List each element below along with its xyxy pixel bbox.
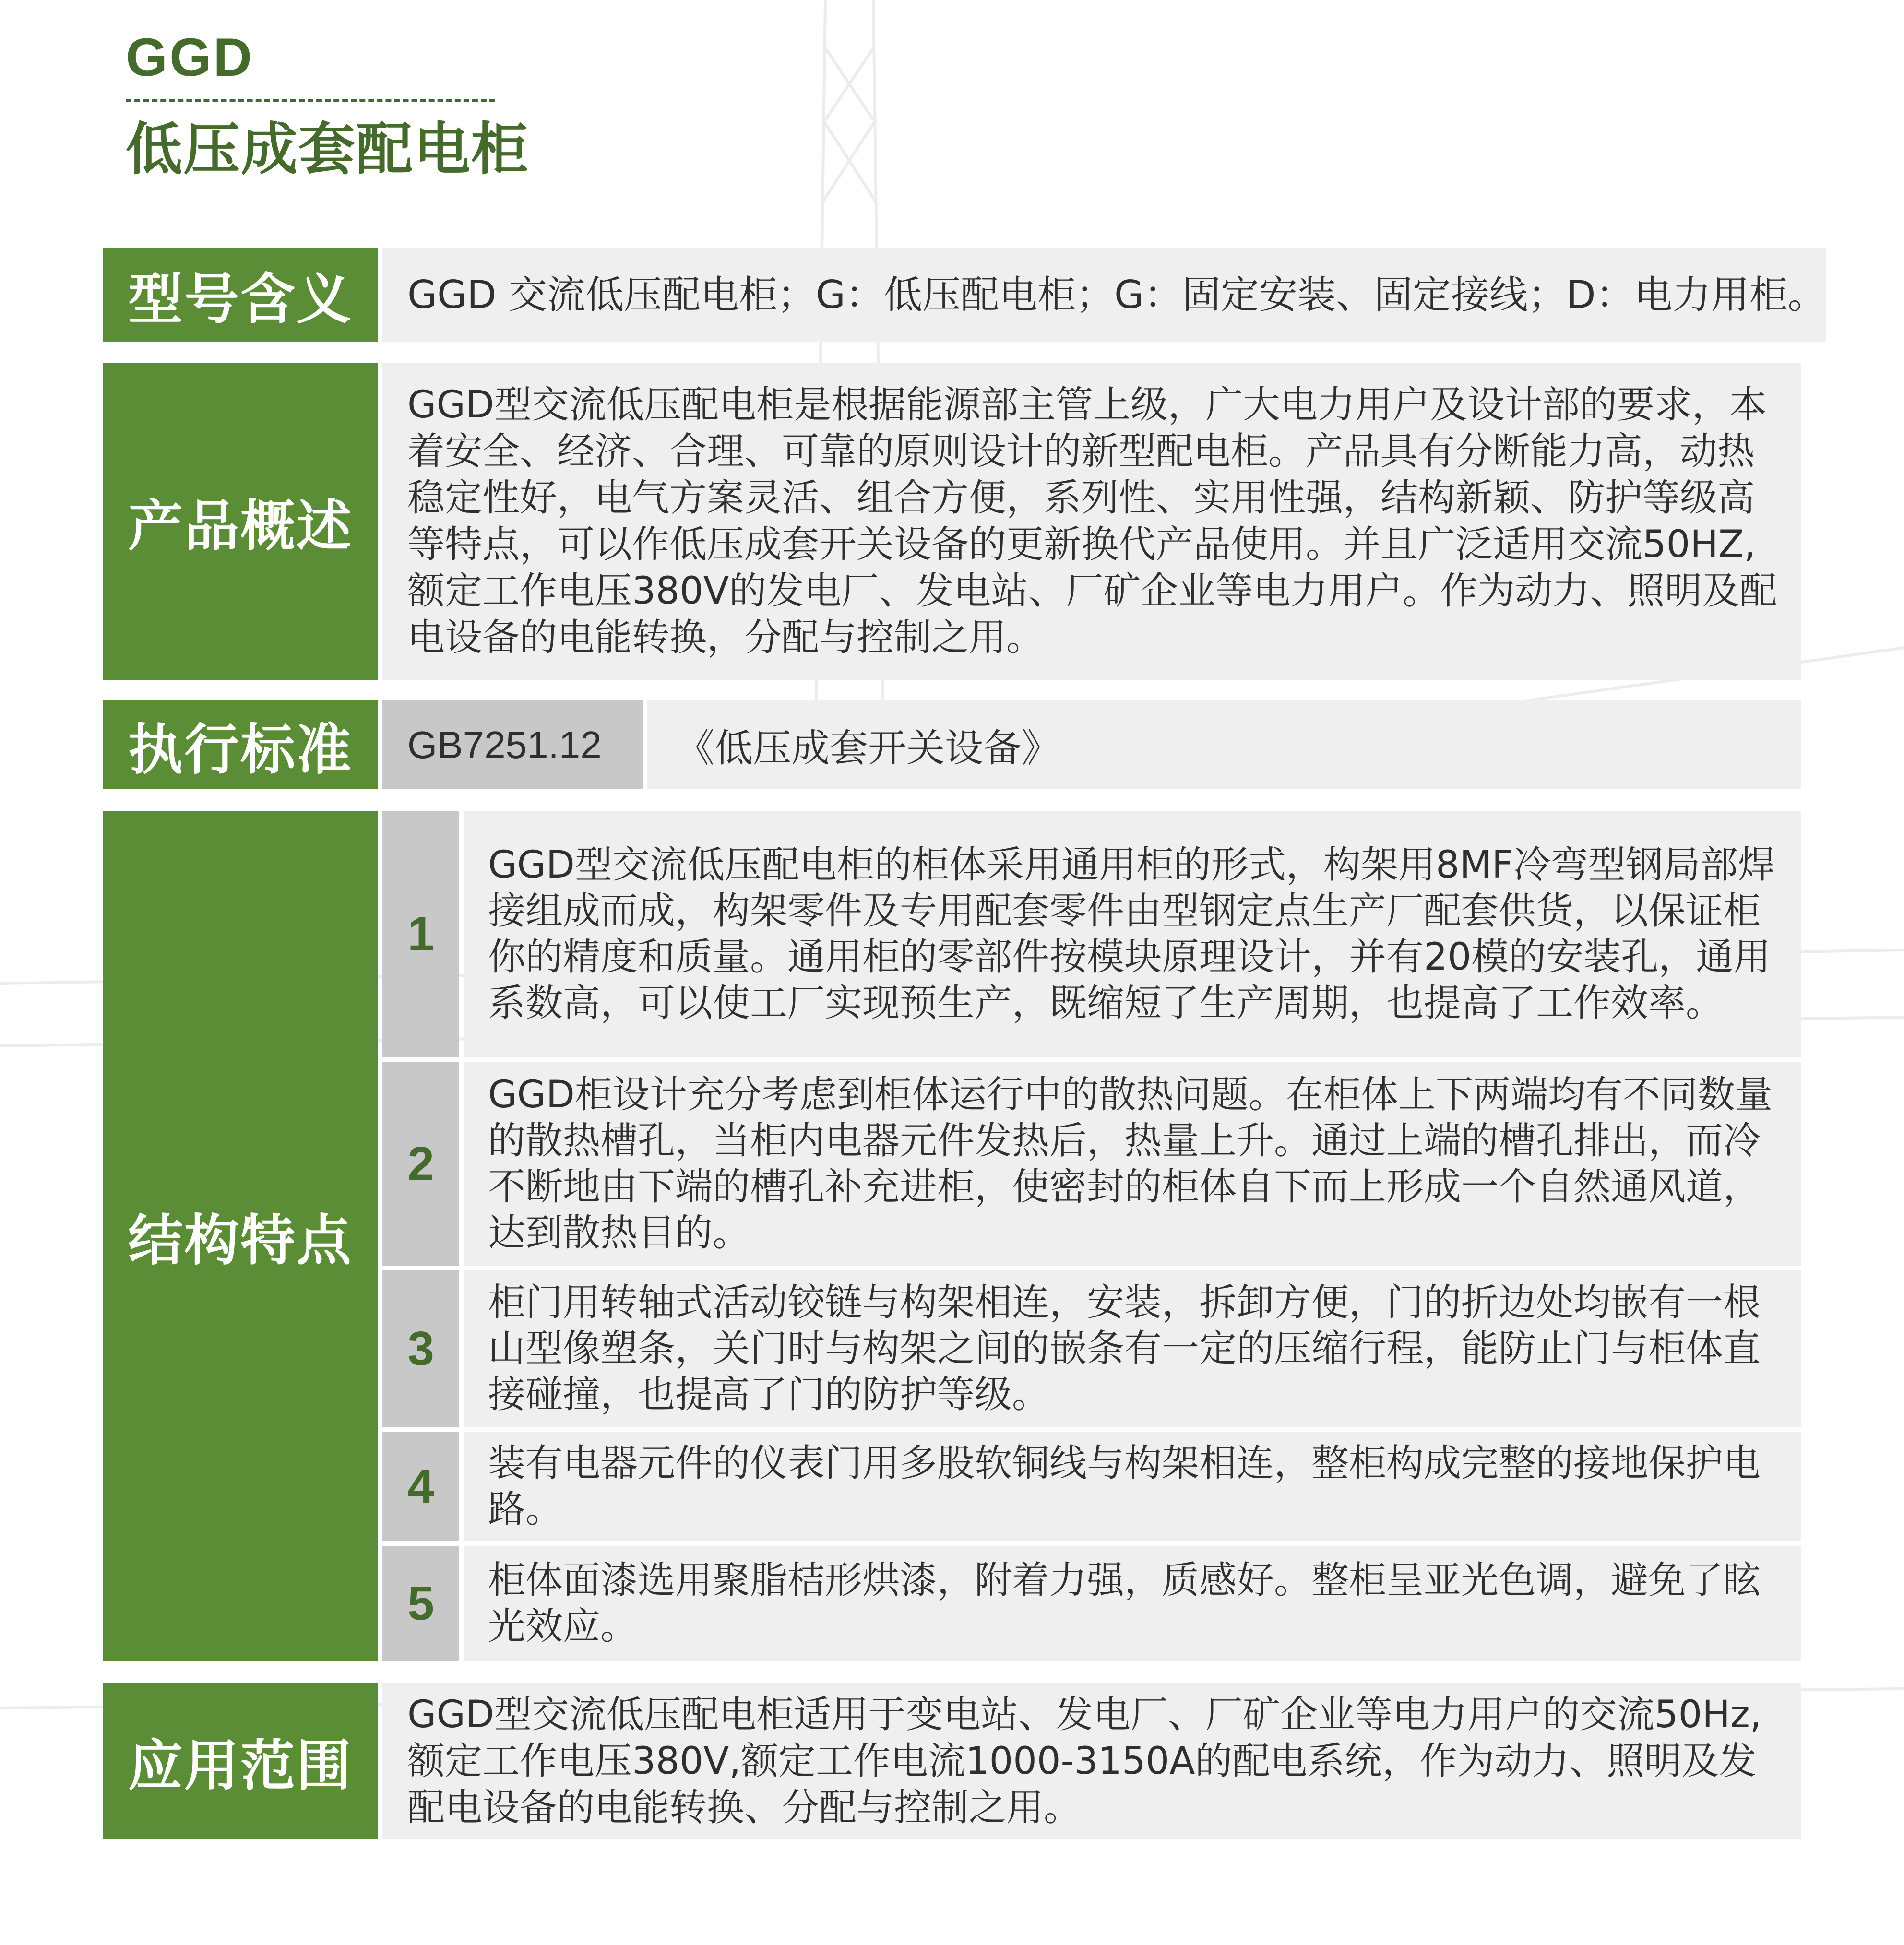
standard-row bbox=[103, 700, 1801, 789]
structure-item bbox=[382, 1546, 1801, 1661]
item-text: GGD柜设计充分考虑到柜体运行中的散热问题。在柜体上下两端均有不同数量的散热槽孔，当柜内电器元件发热后，热量上升。通过上端的槽孔排出，而冷不断地由下端的槽孔补充进柜，使密封的柜体自下而上形成一个自然通风道，达到散热目的。 bbox=[464, 1062, 1801, 1266]
item-text: 柜体面漆选用聚脂桔形烘漆，附着力强，质感好。整柜呈亚光色调，避免了眩光效应。 bbox=[464, 1546, 1801, 1661]
item-number: 5 bbox=[382, 1546, 459, 1661]
item-number: 4 bbox=[382, 1432, 459, 1541]
standard-code: GB7251.12 bbox=[382, 700, 643, 789]
item-number: 2 bbox=[382, 1062, 459, 1266]
item-number: 3 bbox=[382, 1270, 459, 1427]
structure-label: 结构特点 bbox=[103, 811, 378, 1661]
page-header bbox=[126, 26, 529, 188]
dashed-divider bbox=[126, 99, 495, 102]
model-meaning-label: 型号含义 bbox=[103, 248, 378, 342]
application-row bbox=[103, 1683, 1801, 1839]
structure-item bbox=[382, 1062, 1801, 1266]
product-code: GGD bbox=[126, 27, 254, 87]
standard-label: 执行标准 bbox=[103, 700, 378, 789]
item-number: 1 bbox=[382, 811, 459, 1057]
structure-row bbox=[103, 811, 1801, 1661]
standard-name: 《低压成套开关设备》 bbox=[647, 700, 1801, 789]
overview-text: GGD型交流低压配电柜是根据能源部主管上级，广大电力用户及设计部的要求，本着安全、经济、合理、可靠的原则设计的新型配电柜。产品具有分断能力高，动热稳定性好，电气方案灵活、组合方便，系列性、实用性强，结构新颖、防护等级高等特点，可以作低压成套开关设备的更新换代产品使用。并且广泛适用交流50HZ,额定工作电压380V的发电厂、发电站、厂矿企业等电力用户。作为动力、照明及配电设备的电能转换，分配与控制之用。 bbox=[382, 363, 1801, 680]
item-text: 柜门用转轴式活动铰链与构架相连，安装，拆卸方便，门的折边处均嵌有一根山型像塑条，关门时与构架之间的嵌条有一定的压缩行程，能防止门与柜体直接碰撞，也提高了门的防护等级。 bbox=[464, 1270, 1801, 1427]
item-text: GGD型交流低压配电柜的柜体采用通用柜的形式，构架用8MF冷弯型钢局部焊接组成而成，构架零件及专用配套零件由型钢定点生产厂配套供货，以保证柜你的精度和质量。通用柜的零部件按模块原理设计，并有20模的安装孔，通用系数高，可以使工厂实现预生产，既缩短了生产周期，也提高了工作效率。 bbox=[464, 811, 1801, 1057]
structure-item bbox=[382, 811, 1801, 1057]
structure-items bbox=[382, 811, 1801, 1661]
model-meaning-text: GGD 交流低压配电柜；G：低压配电柜；G：固定安装、固定接线；D：电力用柜。 bbox=[382, 248, 1826, 342]
application-text: GGD型交流低压配电柜适用于变电站、发电厂、厂矿企业等电力用户的交流50Hz,额定工作电压380V,额定工作电流1000-3150A的配电系统，作为动力、照明及发配电设备的电能转换、分配与控制之用。 bbox=[382, 1683, 1801, 1839]
overview-label: 产品概述 bbox=[103, 363, 378, 680]
structure-item bbox=[382, 1270, 1801, 1427]
item-text: 装有电器元件的仪表门用多股软铜线与构架相连，整柜构成完整的接地保护电路。 bbox=[464, 1432, 1801, 1541]
structure-item bbox=[382, 1432, 1801, 1541]
overview-row bbox=[103, 363, 1801, 680]
model-meaning-row bbox=[103, 248, 1826, 342]
page-title: 低压成套配电柜 bbox=[126, 116, 529, 182]
application-label: 应用范围 bbox=[103, 1683, 378, 1839]
